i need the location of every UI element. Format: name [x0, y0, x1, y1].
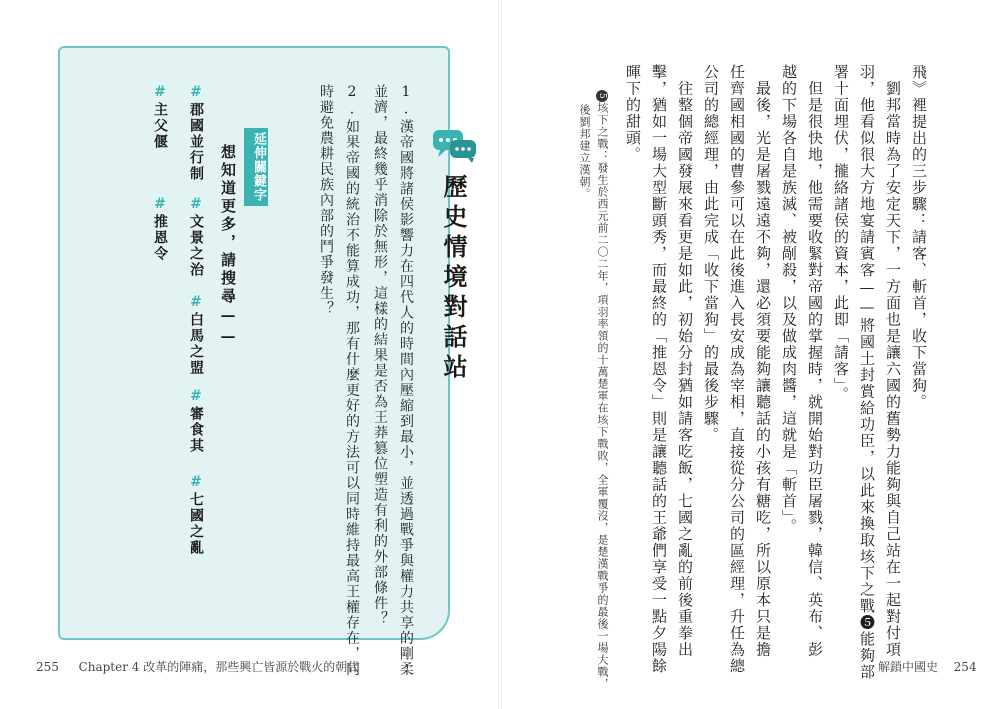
page-number: 255 — [36, 660, 59, 674]
search-tag[interactable]: #白馬之盟 — [188, 294, 204, 376]
question-line: 時避免農耕民族內部的鬥爭發生？ — [318, 84, 334, 317]
body-column: 羽，他看似很大方地宴請賓客——將國土封賞給功臣，以此來換取垓下之戰❺能夠部 — [858, 64, 876, 681]
hash-icon: # — [188, 388, 204, 406]
search-tag[interactable]: #七國之亂 — [188, 474, 204, 556]
footnote-line: 5垓下之戰：發生於西元前二〇二年，項羽率領的十萬楚軍在垓下戰敗，全軍覆沒，是楚漢戰爭的最後一場大戰， — [594, 90, 610, 690]
question-line: 1.漢帝國將諸侯影響力在四代人的時間內壓縮到最小，並透過戰爭與權力共享的剛柔 — [398, 84, 414, 677]
page-number: 254 — [953, 660, 977, 674]
body-column: 暉下的甜頭。 — [624, 64, 642, 163]
footnote-line: 後劉邦建立漢朝。 — [578, 104, 591, 200]
left-footer — [36, 658, 359, 675]
search-tag[interactable]: #審食其 — [188, 388, 204, 454]
hash-icon: # — [188, 294, 204, 312]
keyword-heading: 想知道更多，請搜尋—— — [219, 144, 237, 348]
search-tag[interactable]: #主父偃 — [152, 84, 168, 150]
search-tag[interactable]: #郡國並行制 — [188, 84, 204, 182]
hash-icon: # — [188, 196, 204, 214]
right-footer — [878, 658, 977, 675]
hash-icon: # — [152, 196, 168, 214]
body-column: 擊，猶如一場大型斷頭秀，而最終的「推恩令」則是讓聽話的王爺們享受一點夕陽餘 — [650, 64, 668, 675]
hash-icon: # — [152, 84, 168, 102]
body-column: 任齊國相國的曹參可以在此後進入長安成為宰相，直接從分公司的區經理，升任為總 — [728, 64, 746, 675]
body-column: 飛》裡提出的三步驟：請客、斬首，收下當狗。 — [910, 64, 928, 411]
search-tag[interactable]: #推恩令 — [152, 196, 168, 262]
body-column: 往整個帝國發展來看更是如此，初始分封猶如請客吃飯，七國之亂的前後重拳出 — [676, 64, 694, 658]
callout-title: 歷史情境對話站 — [439, 174, 468, 384]
body-column: 越的下場各自是族滅、被剮殺，以及做成肉醬，這就是「斬首」。 — [780, 64, 798, 535]
body-column: 公司的總經理，由此完成「收下當狗」的最後步驟。 — [702, 64, 720, 444]
body-column: 但是很快地，他需要收緊對帝國的掌握時，就開始對功臣屠戮，韓信、英布、彭 — [806, 64, 824, 658]
body-column: 劉邦當時為了安定天下，一方面也是讓六國的舊勢力能夠與自己站在一起對付項 — [884, 64, 902, 658]
extended-keywords-label: 延伸關鍵字 — [244, 128, 268, 206]
hash-icon: # — [188, 474, 204, 492]
body-column: 署十面埋伏，攏絡諸侯的資本，此即「請客」。 — [832, 64, 850, 403]
page-gutter — [498, 0, 502, 709]
hash-icon: # — [188, 84, 204, 102]
search-tag[interactable]: #文景之治 — [188, 196, 204, 278]
chapter-title: Chapter 4 改革的陣痛，那些興亡皆源於戰火的朝代 — [78, 660, 360, 674]
footnote-number: 5 — [596, 90, 608, 102]
body-column: 最後，光是屠戮遠遠不夠，還必須要能夠讓聽話的小孩有糖吃，所以原本只是擔 — [754, 64, 772, 658]
question-line: 2.如果帝國的統治不能算成功，那有什麼更好的方法可以同時維持最高王權存在，同 — [344, 84, 360, 677]
question-line: 並濟，最終幾乎消除於無形，這樣的結果是否為王莽篡位塑造有利的外部條件？ — [372, 84, 388, 627]
chat-bubbles-icon — [432, 128, 478, 164]
book-title: 解鎖中國史 — [878, 660, 939, 674]
